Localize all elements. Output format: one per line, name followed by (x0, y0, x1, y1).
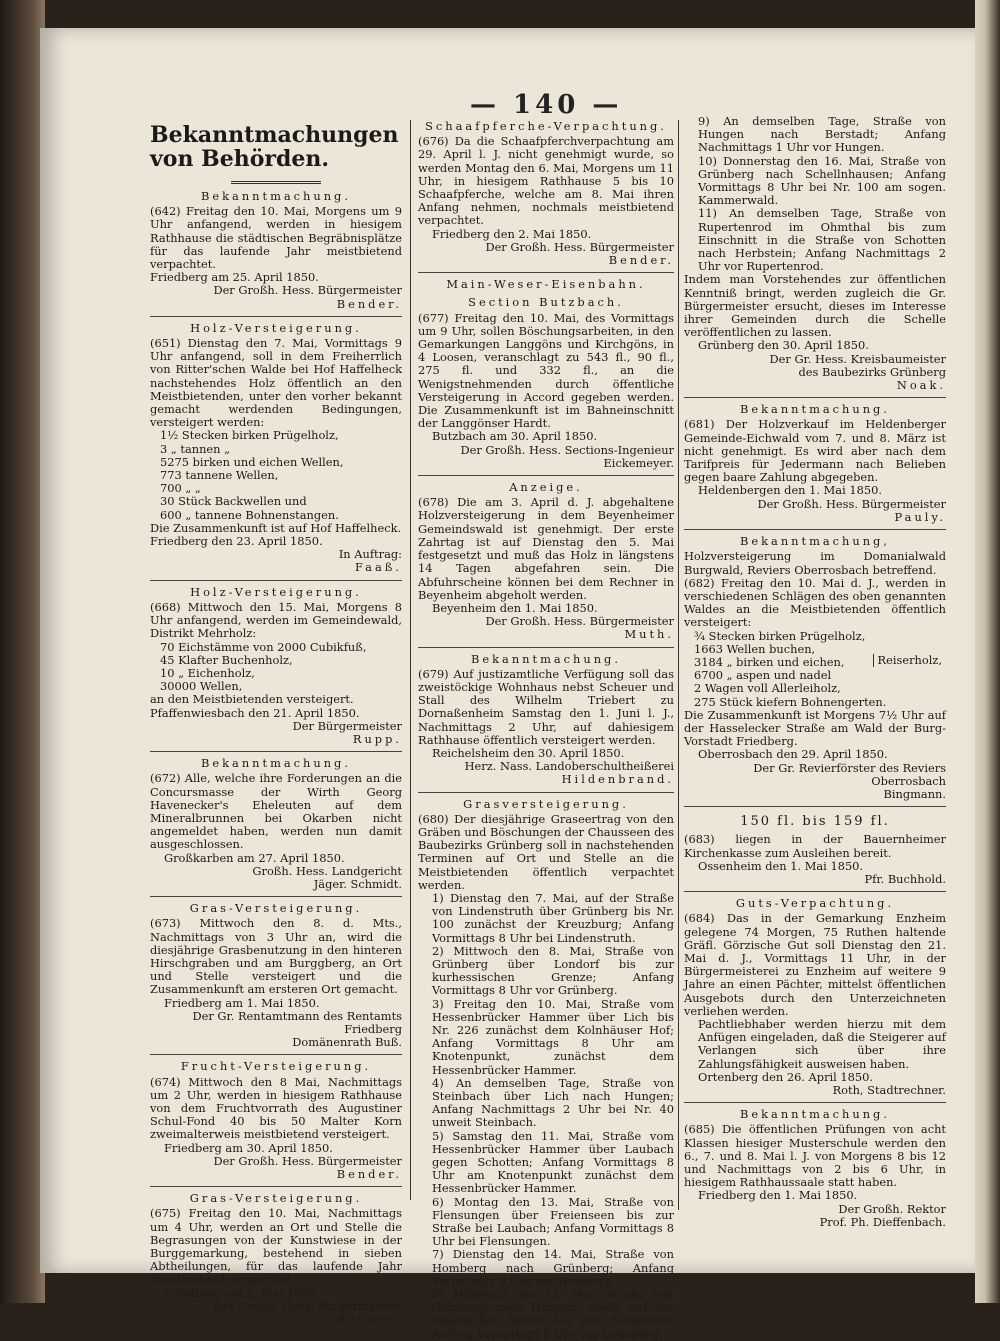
list-item: 6700 „ aspen und nadel (694, 668, 832, 683)
divider (150, 751, 402, 752)
notice-signature-name: Hildenbrand. (561, 772, 674, 787)
notice-signature: In Auftrag: (338, 547, 402, 562)
notice-signature: Der Großh. Hess. Bürgermeister (213, 1298, 402, 1313)
notice-text: (683) liegen in der Bauernheimer Kirchenkasse zum Ausleihen bereit. (684, 832, 946, 860)
notice-text: (651) Dienstag den 7. Mai, Vormittags 9 Uhr anfangend, soll in dem Freiherrlich von Ritter'schen Walde bei Hof Haffelheck nachstehendes Holz öffentlich an den Meistbietenden, unter den vorher bekannt gemacht werdenden Bedingungen, versteigert werden: (150, 336, 402, 430)
notice-text: (668) Mittwoch den 15. Mai, Morgens 8 Uhr anfangend, werden im Gemeindewald, Distrikt Mehrholz: (150, 599, 402, 641)
section-heading: Bekanntmachungen von Behörden. (150, 122, 399, 172)
notice-date: Großkarben am 27. April 1850. (164, 850, 345, 865)
notice-date: Pfaffenwiesbach den 21. April 1850. (150, 705, 360, 720)
notice-signature: Der Gr. Hess. Kreisbaumeister (769, 351, 946, 366)
divider (684, 806, 946, 807)
notice-text: Pachtliebhaber werden hierzu mit dem Anfügen eingeladen, daß die Steigerer auf Verlangen sich über ihre Zahlungsfähigkeit ausweisen haben. (698, 1017, 946, 1071)
list-item: 2 Wagen voll Allerleiholz, (694, 681, 841, 696)
notice-text: (672) Alle, welche ihre Forderungen an die Concursmasse der Wirth Georg Havenecker's Eheleuten auf dem Mineralbrunnen bei Okarben nicht angemeldet haben, werden nun damit ausgeschlossen. (150, 771, 402, 852)
notice-signature: Der Großh. Hess. Bürgermeister (485, 239, 674, 254)
list-item: 10) Donnerstag den 16. Mai, Straße von Grünberg nach Schellnhausen; Anfang Vormittags 8 Uhr bei Nr. 100 am sogen. Kammerwald. (698, 153, 946, 208)
list-item: 2) Mittwoch den 8. Mai, Straße von Grünberg über Londorf bis zur kurhessischen Grenze; Anfang Vormittags 8 Uhr vor Grünberg. (432, 943, 674, 998)
item-list (160, 429, 402, 521)
notice-heading: Bekanntmachung, (740, 534, 890, 549)
notice-text: (681) Der Holzverkauf im Heldenberger Gemeinde-Eichwald vom 7. und 8. März ist nicht genehmigt. Es wird aber nach dem Tarifpreis für Jedermann nach Belieben gegen baare Zahlung abgegeben. (684, 417, 946, 485)
notice-signature-name: Prof. Ph. Dieffenbach. (819, 1214, 946, 1229)
notice-signature-name: Domänenrath Buß. (292, 1035, 402, 1050)
divider (150, 316, 402, 317)
list-item: 1663 Wellen buchen, (694, 641, 816, 656)
notice-signature-name: Faaß. (355, 560, 402, 575)
notice-signature: Der Großh. Hess. Sections-Ingenieur (460, 442, 674, 457)
list-item: 9) An demselben Tage, Straße von Hungen nach Berstadt; Anfang Nachmittags 1 Uhr vor Hungen. (698, 114, 946, 155)
divider (684, 397, 946, 398)
divider (150, 1054, 402, 1055)
list-item: ¾ Stecken birken Prügelholz, (694, 628, 866, 643)
divider (684, 891, 946, 892)
notice-text: (673) Mittwoch den 8. d. Mts., Nachmittags von 3 Uhr an, wird die diesjährige Grasbenutzung in den hinteren Hirschgraben und am Burggberg, an Ort und Stelle versteigert und die Zusammenkunft am ersteren Ort gemacht. (150, 916, 402, 997)
notice-date: Heldenbergen den 1. Mai 1850. (698, 483, 882, 498)
list-item: 10 „ Eichenholz, (160, 665, 255, 680)
list-item: 1½ Stecken birken Prügelholz, (160, 428, 339, 443)
divider (418, 792, 674, 793)
list-item: 30 Stück Backwellen und (160, 494, 307, 509)
notice-text: (677) Freitag den 10. Mai, des Vormittags um 9 Uhr, sollen Böschungsarbeiten, in den Gemarkungen Langgöns und Kirchgöns, in 4 Loosen, veranschlagt zu 543 fl., 90 fl., 275 fl. und 332 fl., an die Wenigstnehmenden durch öffentliche Versteigerung in Accord gegeben werden. Die Zusammenkunft ist im Bahneinschnitt der Langgönser Hardt. (418, 310, 674, 431)
notice-text: Die Zusammenkunft ist Morgens 7½ Uhr auf der Hasselecker Straße am Wald der Burg-Vorstadt Friedberg. (684, 707, 946, 749)
brace-label: Reiserholz, (873, 654, 942, 667)
divider (150, 1186, 402, 1187)
notice-signature-name: Pfr. Buchhold. (864, 871, 946, 886)
notice-heading: Guts-Verpachtung. (735, 896, 895, 911)
notice-heading: Grasversteigerung. (463, 796, 629, 811)
notice-heading: Holz-Versteigerung. (190, 584, 362, 599)
notice-heading: Bekanntmachung. (740, 402, 890, 417)
notice-heading: Anzeige. (509, 480, 583, 495)
list-item: 3) Freitag den 10. Mai, Straße vom Hessenbrücker Hammer über Lich bis Nr. 226 zunächst dem Kolnhäuser Hof; Anfang Vormittags 8 Uhr am Knotenpunkt, zunächst dem Hessenbrücker Hammer. (432, 996, 674, 1077)
divider (418, 272, 674, 273)
notice-signature: Der Großh. Hess. Bürgermeister (213, 283, 402, 298)
list-item: 275 Stück kiefern Bohnengerten. (694, 694, 887, 709)
notice-heading: Bekanntmachung. (201, 189, 351, 203)
book-edge-right (975, 0, 1000, 1303)
notice-text: (642) Freitag den 10. Mai, Morgens um 9 Uhr anfangend, werden in hiesigem Rathhause die städtischen Begräbnisplätze für das laufende Jahr meistbietend verpachtet. (150, 204, 402, 272)
notice-heading: Frucht-Versteigerung. (180, 1059, 372, 1074)
notice-date: Grünberg den 30. April 1850. (698, 338, 869, 353)
column-1 (150, 115, 402, 1326)
notice-date: Reichelsheim den 30. April 1850. (432, 745, 625, 760)
list-item: 4) An demselben Tage, Straße von Steinbach über Lich nach Hungen; Anfang Nachmittags 2 Uhr bei Nr. 40 unweit Steinbach. (432, 1075, 674, 1130)
notice-signature: Großh. Hess. Landgericht (252, 863, 402, 878)
notice-heading: Bekanntmachung. (471, 651, 621, 666)
notice-signature-name: Bingmann. (883, 786, 946, 801)
list-item: 5275 birken und eichen Wellen, (160, 454, 344, 469)
notice-signature: Der Großh. Hess. Bürgermeister (213, 1153, 402, 1168)
notice-heading: Gras-Versteigerung. (189, 1191, 363, 1206)
notice-text: (674) Mittwoch den 8 Mai, Nachmittags um 2 Uhr, werden in hiesigem Rathhause von dem Fruchtvorrath des Augustiner Schul-Fond 40 bis 50 Malter Korn zweimalterweis meistbietend versteigert. (150, 1074, 402, 1142)
notice-heading: Gras-Versteigerung. (189, 901, 363, 916)
divider (150, 580, 402, 581)
notice-heading: Bekanntmachung. (201, 756, 351, 771)
column-2 (418, 115, 674, 1341)
notice-heading: 150 fl. bis 159 fl. (740, 814, 890, 830)
notice-date: Friedberg den 1. Mai 1850. (698, 1188, 858, 1203)
notice-text: Indem man Vorstehendes zur öffentlichen Kenntniß bringt, werden zugleich die Gr. Bürgermeister ersucht, dieses im Interesse ihrer Gemeinden durch die Schelle veröffentlichen zu lassen. (684, 272, 946, 340)
notice-subheading: Holzversteigerung im Domanialwald Burgwald, Reviers Oberrosbach betreffend. (684, 549, 946, 577)
divider (684, 1102, 946, 1103)
notice-date: Friedberg den 2. Mai 1850. (432, 226, 592, 241)
notice-text: an den Meistbietenden versteigert. (150, 692, 354, 707)
notice-signature: Der Großh. Hess. Bürgermeister (757, 496, 946, 511)
notice-date: Oberrosbach den 29. April 1850. (698, 747, 888, 762)
notice-heading: Bekanntmachung. (740, 1107, 890, 1122)
notice-text: Die Zusammenkunft ist auf Hof Haffelheck. (150, 520, 402, 535)
notice-date: Friedberg am 30. April 1850. (164, 1140, 333, 1155)
notice-signature-name: Pauly. (894, 509, 946, 524)
notice-signature: Der Gr. Rentamtmann des Rentamts Friedberg (192, 1008, 402, 1036)
notice-signature: Der Gr. Revierförster des Reviers Oberrosbach (753, 760, 946, 788)
divider (684, 529, 946, 530)
list-item: 1) Dienstag den 7. Mai, auf der Straße von Lindenstruth über Grünberg bis Nr. 100 zunächst der Kreuzburg; Anfang Vormittags 8 Uhr bei Lindenstruth. (432, 890, 674, 945)
notice-signature-name: Bender. (336, 1312, 402, 1327)
notice-date: Beyenheim den 1. Mai 1850. (432, 600, 598, 615)
notice-signature-name: Noak. (896, 378, 946, 393)
list-item: 3184 „ birken und eichen, (694, 654, 845, 669)
notice-heading: Main-Weser-Eisenbahn. (446, 277, 646, 292)
notice-text: (684) Das in der Gemarkung Enzheim gelegene 74 Morgen, 75 Ruthen haltende Gräfl. Görzische Gut soll Dienstag den 21. Mai d. J., Vormittags 11 Uhr, in der Bürgermeisterei zu Enzheim auf weitere 9 Jahre an einen Pächter, mittelst öffentlichen Ausgebots durch den Unterzeichneten verliehen werden. (684, 911, 946, 1018)
notice-text: (680) Der diesjährige Graseertrag von den Gräben und Böschungen der Chausseen des Baubezirks Grünberg soll in nachstehenden Terminen auf Ort und Stelle an die Meistbietenden öffentlich verpachtet werden. (418, 811, 674, 892)
list-item: 3 „ tannen „ (160, 441, 231, 456)
column-divider-1 (410, 120, 411, 1200)
notice-signature-name: Rupp. (352, 731, 402, 746)
ornament-divider (231, 173, 321, 184)
notice-signature-name: Jäger. Schmidt. (313, 876, 402, 891)
notice-subheading: Section Butzbach. (468, 295, 624, 310)
item-list (694, 630, 946, 709)
notice-signature-name: Bender. (336, 296, 402, 311)
notice-text: (682) Freitag den 10. Mai d. J., werden in verschiedenen Schlägen des oben genannten Waldes an die Meistbietenden öffentlich versteigert: (684, 575, 946, 630)
list-item: 6) Montag den 13. Mai, Straße von Flensungen über Freienseen bis zur Straße bei Laubach; Anfang Vormittags 8 Uhr bei Flensungen. (432, 1194, 674, 1249)
notice-signature-name: Bender. (608, 253, 674, 268)
column-divider-2 (678, 120, 679, 1210)
notice-text: (676) Da die Schaafpferchverpachtung am 29. April l. J. nicht genehmigt wurde, so werden Montag den 6. Mai, Morgens um 11 Uhr, in hiesigem Rathhause 5 bis 10 Schaafpferche, welche am 8. Mai ihren Anfang nehmen, nochmals meistbietend verpachtet. (418, 134, 674, 228)
notice-date: Ortenberg den 26. April 1850. (698, 1069, 874, 1084)
notice-signature-name: Eickemeyer. (603, 455, 674, 470)
notice-date: Friedberg am 25. April 1850. (150, 270, 319, 285)
list-item: 773 tannene Wellen, (160, 468, 279, 483)
list-item: 7) Dienstag den 14. Mai, Straße von Homberg nach Grünberg; Anfang Vormittags 9 Uhr vor Homberg. (432, 1247, 674, 1288)
item-list (160, 641, 402, 694)
list-item: 600 „ tannene Bohnenstangen. (160, 507, 339, 522)
book-binding-left (0, 0, 45, 1303)
notice-signature: Herz. Nass. Landoberschultheißerei (464, 759, 674, 774)
notice-date: Friedberg den 23. April 1850. (150, 534, 323, 549)
notice-signature-name: Roth, Stadtrechner. (832, 1083, 946, 1098)
notice-text: (675) Freitag den 10. Mai, Nachmittags um 4 Uhr, werden an Ort und Stelle die Begrasungen von der Kunstwiese in der Burggemarkung, bestehend in sieben Abtheilungen, für das laufende Jahr meistbietend verpachtet. (150, 1206, 402, 1287)
page-number: — 140 — (470, 90, 623, 120)
list-item: 70 Eichstämme von 2000 Cubikfuß, (160, 639, 367, 654)
notice-signature: Der Großh. Rektor (838, 1201, 946, 1216)
notice-heading: Holz-Versteigerung. (190, 320, 362, 335)
notice-signature: Der Großh. Hess. Bürgermeister (485, 614, 674, 629)
notice-signature: des Baubezirks Grünberg (798, 364, 946, 379)
notice-date: Friedberg am 1. Mai 1850. (164, 995, 320, 1010)
notice-heading: Schaafpferche-Verpachtung. (425, 119, 667, 133)
notice-date: Ossenheim den 1. Mai 1850. (698, 858, 864, 873)
notice-signature: Der Bürgermeister (292, 718, 402, 733)
divider (150, 896, 402, 897)
list-item: 700 „ „ (160, 481, 201, 496)
column-3 (684, 115, 946, 1229)
list-item: 30000 Wellen, (160, 679, 243, 694)
list-item: 8) Mittwoch den 15. Mai, Straße von Grünberg nach Hungen, sowie auf der fiskalischen Wiese bei der Neumühle; Anfang Vormittags 8 Uhr vor Grünberg. (432, 1287, 674, 1341)
divider (418, 475, 674, 476)
list-item: 5) Samstag den 11. Mai, Straße vom Hessenbrücker Hammer über Laubach gegen Schotten; Anfang Vormittags 8 Uhr am Knotenpunkt zunächst dem Hessenbrücker Hammer. (432, 1128, 674, 1196)
notice-date: Butzbach am 30. April 1850. (432, 429, 598, 444)
notice-text: (678) Die am 3. April d. J. abgehaltene Holzversteigerung in dem Beyenheimer Gemeindswald ist genehmigt. Der erste Zahrtag ist auf Dienstag den 5. Mai festgesetzt und muß das Holz in längstens 14 Tagen abgefahren sein. Die Abfuhrscheine können bei dem Rechner in Beyenheim abgeholt werden. (418, 495, 674, 602)
notice-signature-name: Bender. (336, 1167, 402, 1182)
notice-text: (685) Die öffentlichen Prüfungen von acht Klassen hiesiger Musterschule werden den 6., 7. und 8. Mai l. J. von Morgens 8 bis 12 und Nachmittags von 2 bis 6 Uhr, in hiesigem Rathhaussaale statt haben. (684, 1122, 946, 1190)
notice-date: Friedberg am 2. Mai 1850. (164, 1285, 320, 1300)
divider (418, 647, 674, 648)
list-item: 45 Klafter Buchenholz, (160, 652, 293, 667)
list-item: 11) An demselben Tage, Straße von Rupertenrod im Ohmthal bis zum Einschnitt in die Straße von Schotten nach Herbstein; Anfang Nachmittags 2 Uhr vor Rupertenrod. (698, 206, 946, 274)
notice-text: (679) Auf justizamtliche Verfügung soll das zweistöckige Wohnhaus nebst Scheuer und Stall des Wilhelm Triebert zu Dornaßenheim Samstag den 1. Juni l. J., Nachmittags 2 Uhr, auf dahiesigem Rathhause öffentlich versteigert werden. (418, 666, 674, 747)
notice-signature-name: Muth. (624, 627, 674, 642)
